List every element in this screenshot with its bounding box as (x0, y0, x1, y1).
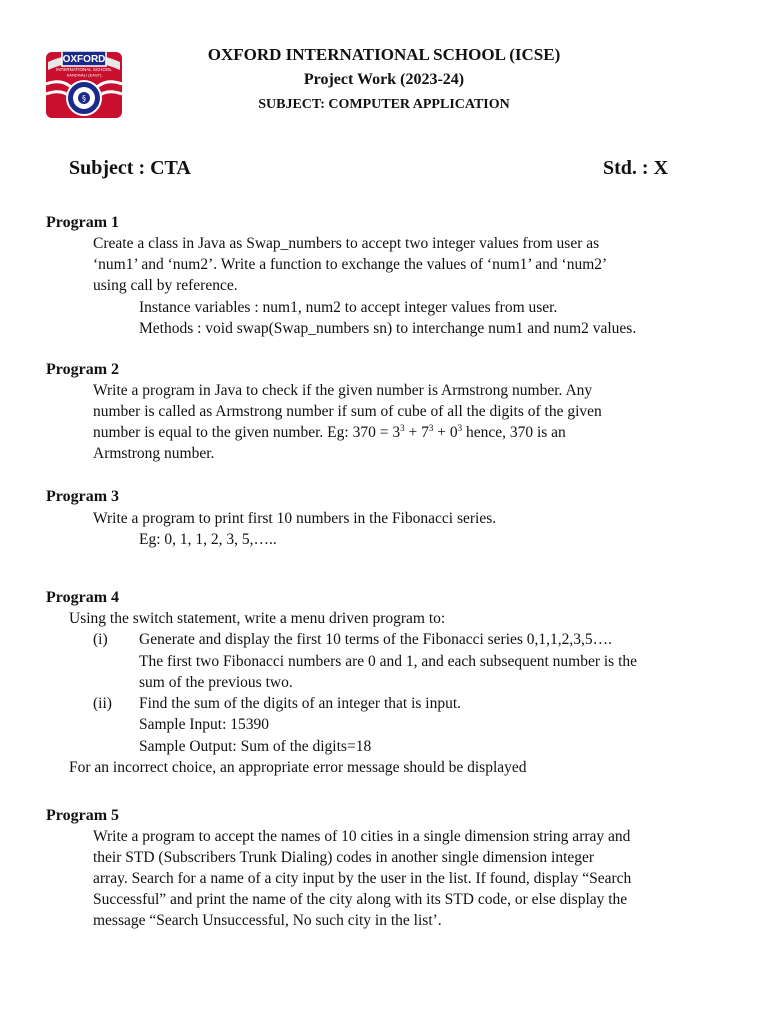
program-4-option-1-line: sum of the previous two. (139, 674, 293, 691)
program-2-line: Write a program in Java to check if the given number is Armstrong number. Any (93, 382, 593, 399)
program-1-methods: Methods : void swap(Swap_numbers sn) to interchange num1 and num2 values. (139, 320, 637, 337)
program-4-option-1: Generate and display the first 10 terms of the Fibonacci series 0,1,1,2,3,5…. (139, 631, 613, 648)
program-2-heading: Program 2 (46, 361, 120, 378)
school-name: OXFORD INTERNATIONAL SCHOOL (ICSE) (207, 45, 561, 64)
sample-output: Sample Output: Sum of the digits=18 (139, 738, 372, 755)
program-2-line: number is called as Armstrong number if sum of cube of all the digits of the given (93, 403, 602, 420)
program-3-heading: Program 3 (46, 488, 120, 505)
program-4-error-note: For an incorrect choice, an appropriate error message should be displayed (69, 759, 527, 776)
plus-term: + 0 (433, 424, 458, 441)
program-5-line: Write a program to accept the names of 10 cities in a single dimension string array and (93, 828, 631, 845)
project-title: Project Work (2023-24) (303, 71, 465, 88)
program-5-line: their STD (Subscribers Trunk Dialing) codes in another single dimension integer (93, 849, 595, 866)
program-3-example: Eg: 0, 1, 1, 2, 3, 5,….. (139, 531, 277, 548)
exponent: 3 (457, 422, 463, 433)
program-4-option-1-line: The first two Fibonacci numbers are 0 and 1, and each subsequent number is the (139, 653, 638, 670)
logo-place: KANDIVALI (EAST) (66, 72, 102, 78)
program-2-example (93, 422, 733, 443)
item-number: (i) (93, 631, 108, 648)
program-1-line: using call by reference. (93, 277, 238, 294)
exponent: 3 (428, 422, 434, 433)
program-2-line: Armstrong number. (93, 445, 215, 462)
program-5-line: message “Search Unsuccessful, No such city in the list’. (93, 912, 442, 929)
logo-wordmark: OXFORD (62, 54, 106, 65)
program-3-line: Write a program to print first 10 numbers in the Fibonacci series. (93, 510, 497, 527)
subject-label: Subject : CTA (69, 157, 191, 179)
item-number: (ii) (93, 695, 112, 712)
program-5-line: Successful” and print the name of the city along with its STD code, or else display the (93, 891, 628, 908)
armstrong-example-text: number is equal to the given number. Eg: 370 = 3 (93, 424, 401, 441)
armstrong-example-end: hence, 370 is an (462, 424, 566, 441)
program-1-instance-vars: Instance variables : num1, num2 to accept integer values from user. (139, 299, 558, 316)
program-5-heading: Program 5 (46, 807, 120, 824)
program-1-line: Create a class in Java as Swap_numbers to accept two integer values from user as (93, 235, 600, 252)
program-4-heading: Program 4 (46, 589, 120, 606)
std-label: Std. : X (603, 157, 669, 179)
exponent: 3 (400, 422, 405, 433)
program-5-line: array. Search for a name of a city input by the user in the list. If found, display “Search (93, 870, 632, 887)
program-4-option-2: Find the sum of the digits of an integer that is input. (139, 695, 462, 712)
svg-text:§: § (82, 94, 86, 103)
plus-term: + 7 (404, 424, 429, 441)
subject-heading: SUBJECT: COMPUTER APPLICATION (258, 97, 510, 112)
program-1-heading: Program 1 (46, 214, 120, 231)
sample-input: Sample Input: 15390 (139, 716, 270, 733)
program-1-line: ‘num1’ and ‘num2’. Write a function to exchange the values of ‘num1’ and ‘num2’ (93, 256, 608, 273)
program-4-intro: Using the switch statement, write a menu driven program to: (69, 610, 446, 627)
logo-subtext: INTERNATIONAL SCHOOL (56, 67, 112, 72)
